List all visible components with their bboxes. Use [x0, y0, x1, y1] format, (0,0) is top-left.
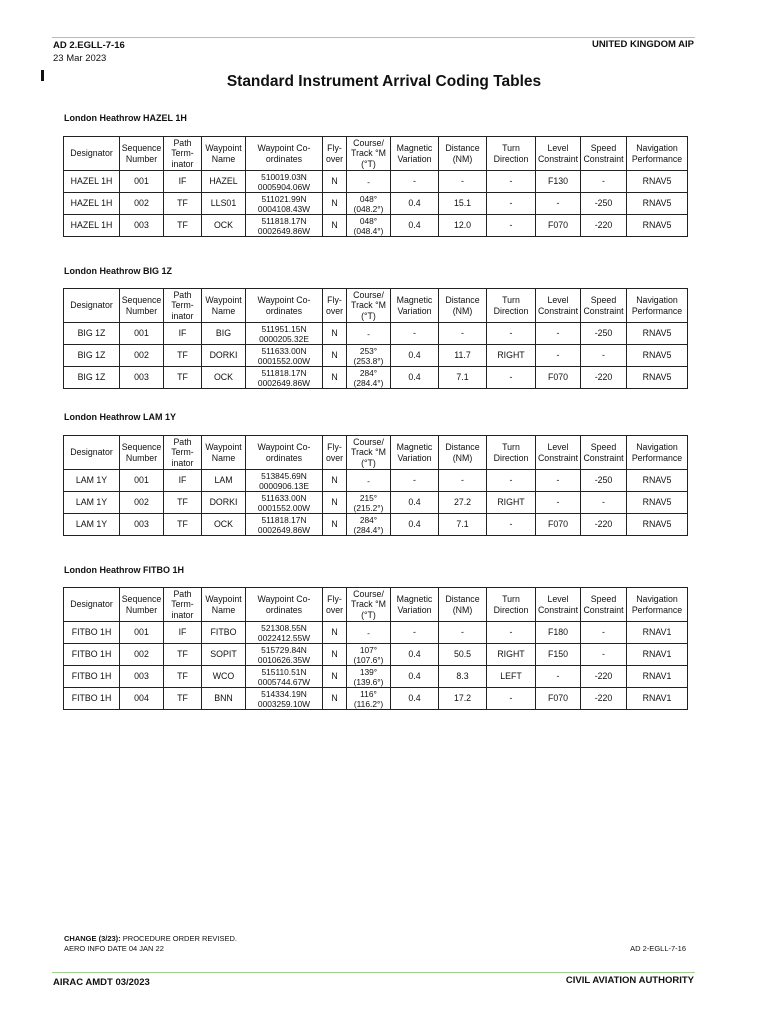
column-header: Sequence Number [120, 137, 164, 171]
table-cell: TF [164, 514, 202, 536]
column-header: Waypoint Co-ordinates [246, 289, 323, 323]
column-header: Sequence Number [120, 436, 164, 470]
table-cell: F150 [536, 644, 581, 666]
table-row [64, 622, 688, 644]
table-cell: N [323, 688, 347, 710]
publication-name: UNITED KINGDOM AIP [591, 39, 694, 50]
table-cell: HAZEL 1H [64, 171, 120, 193]
table-cell: OCK [202, 514, 246, 536]
table-cell: - [347, 171, 391, 193]
header-left [53, 39, 125, 65]
table-cell: 0.4 [391, 215, 439, 237]
table-cell: RNAV5 [627, 193, 688, 215]
table-cell: N [323, 193, 347, 215]
table-cell: - [487, 193, 536, 215]
table-cell: - [439, 470, 487, 492]
table-cell: DORKI [202, 492, 246, 514]
table-cell: 17.2 [439, 688, 487, 710]
table-cell: 514334.19N 0003259.10W [246, 688, 323, 710]
table-cell: 215° (215.2°) [347, 492, 391, 514]
table-cell: 515729.84N 0010626.35W [246, 644, 323, 666]
column-header: Magnetic Variation [391, 289, 439, 323]
column-header: Course/ Track °M (°T) [347, 588, 391, 622]
column-header: Waypoint Name [202, 588, 246, 622]
table-cell: RNAV1 [627, 644, 688, 666]
table-cell: 0.4 [391, 367, 439, 389]
table-cell: SOPIT [202, 644, 246, 666]
column-header: Designator [64, 137, 120, 171]
coding-table [63, 288, 688, 389]
table-cell: OCK [202, 367, 246, 389]
table-cell: 510019.03N 0005904.06W [246, 171, 323, 193]
table-cell: 0.4 [391, 688, 439, 710]
table-cell: N [323, 470, 347, 492]
column-header: Navigation Performance [627, 137, 688, 171]
table-cell: - [439, 622, 487, 644]
table-cell: LAM 1Y [64, 514, 120, 536]
table-cell: -220 [581, 688, 627, 710]
table-cell: - [347, 470, 391, 492]
column-header: Path Term-inator [164, 588, 202, 622]
table-cell: RNAV5 [627, 345, 688, 367]
table-cell: 511818.17N 0002649.86W [246, 215, 323, 237]
table-cell: TF [164, 666, 202, 688]
table-cell: 284° (284.4°) [347, 367, 391, 389]
table-cell: 001 [120, 323, 164, 345]
footer-page-reference: AD 2-EGLL-7-16 [630, 944, 686, 953]
table-row [64, 688, 688, 710]
column-header: Magnetic Variation [391, 436, 439, 470]
column-header: Distance (NM) [439, 289, 487, 323]
table-cell: TF [164, 688, 202, 710]
column-header: Course/ Track °M (°T) [347, 137, 391, 171]
column-header: Path Term-inator [164, 137, 202, 171]
table-cell: 511021.99N 0004108.43W [246, 193, 323, 215]
table-cell: - [536, 470, 581, 492]
table-cell: 107° (107.6°) [347, 644, 391, 666]
table-cell: - [536, 193, 581, 215]
table-cell: FITBO 1H [64, 688, 120, 710]
column-header: Speed Constraint [581, 436, 627, 470]
table-cell: - [581, 492, 627, 514]
table-cell: - [347, 622, 391, 644]
section-title: London Heathrow BIG 1Z [64, 266, 172, 276]
table-cell: - [487, 323, 536, 345]
table-cell: -220 [581, 367, 627, 389]
table-cell: LLS01 [202, 193, 246, 215]
table-cell: 0.4 [391, 644, 439, 666]
table-cell: 0.4 [391, 193, 439, 215]
table-cell: 511633.00N 0001552.00W [246, 492, 323, 514]
column-header: Magnetic Variation [391, 137, 439, 171]
table-cell: IF [164, 171, 202, 193]
aero-info-date: AERO INFO DATE 04 JAN 22 [64, 944, 164, 953]
table-cell: - [391, 323, 439, 345]
column-header: Speed Constraint [581, 137, 627, 171]
table-cell: BIG 1Z [64, 367, 120, 389]
column-header: Distance (NM) [439, 137, 487, 171]
header-row [64, 588, 688, 622]
table-cell: - [581, 622, 627, 644]
column-header: Course/ Track °M (°T) [347, 436, 391, 470]
table-cell: N [323, 345, 347, 367]
table-cell: - [347, 323, 391, 345]
header-row [64, 436, 688, 470]
table-cell: N [323, 492, 347, 514]
airac-amendment: AIRAC AMDT 03/2023 [53, 977, 150, 988]
column-header: Level Constraint [536, 588, 581, 622]
table-cell: IF [164, 622, 202, 644]
table-cell: - [536, 345, 581, 367]
table-cell: 511633.00N 0001552.00W [246, 345, 323, 367]
coding-table [63, 435, 688, 536]
table-cell: IF [164, 470, 202, 492]
table-cell: 001 [120, 470, 164, 492]
column-header: Waypoint Co-ordinates [246, 588, 323, 622]
section-title: London Heathrow HAZEL 1H [64, 113, 187, 123]
table-cell: -220 [581, 666, 627, 688]
table-cell: 7.1 [439, 367, 487, 389]
table-cell: 253° (253.8°) [347, 345, 391, 367]
table-cell: 284° (284.4°) [347, 514, 391, 536]
table-cell: - [487, 171, 536, 193]
column-header: Fly-over [323, 436, 347, 470]
table-cell: FITBO 1H [64, 644, 120, 666]
column-header: Course/ Track °M (°T) [347, 289, 391, 323]
table-cell: N [323, 215, 347, 237]
column-header: Navigation Performance [627, 588, 688, 622]
table-cell: 513845.69N 0000906.13E [246, 470, 323, 492]
column-header: Distance (NM) [439, 436, 487, 470]
table-cell: -250 [581, 323, 627, 345]
table-cell: N [323, 514, 347, 536]
table-row [64, 644, 688, 666]
column-header: Speed Constraint [581, 588, 627, 622]
table-cell: 7.1 [439, 514, 487, 536]
column-header: Sequence Number [120, 289, 164, 323]
table-cell: RNAV5 [627, 470, 688, 492]
table-cell: 001 [120, 171, 164, 193]
table-cell: RIGHT [487, 345, 536, 367]
table-cell: 002 [120, 492, 164, 514]
table-cell: 003 [120, 514, 164, 536]
table-cell: 27.2 [439, 492, 487, 514]
table-cell: 8.3 [439, 666, 487, 688]
table-cell: RNAV1 [627, 688, 688, 710]
table-cell: IF [164, 323, 202, 345]
table-cell: RNAV5 [627, 215, 688, 237]
table-cell: - [536, 492, 581, 514]
table-row [64, 514, 688, 536]
column-header: Turn Direction [487, 436, 536, 470]
table-cell: LEFT [487, 666, 536, 688]
table-cell: FITBO [202, 622, 246, 644]
column-header: Level Constraint [536, 436, 581, 470]
table-cell: 511818.17N 0002649.86W [246, 514, 323, 536]
table-cell: - [536, 666, 581, 688]
table-cell: N [323, 171, 347, 193]
table-cell: - [439, 323, 487, 345]
doc-reference: AD 2.EGLL-7-16 [53, 40, 125, 51]
table-cell: FITBO 1H [64, 622, 120, 644]
column-header: Designator [64, 436, 120, 470]
table-cell: 11.7 [439, 345, 487, 367]
table-cell: 116° (116.2°) [347, 688, 391, 710]
change-text: PROCEDURE ORDER REVISED. [122, 934, 237, 943]
column-header: Fly-over [323, 588, 347, 622]
table-cell: - [391, 622, 439, 644]
table-cell: F130 [536, 171, 581, 193]
table-cell: N [323, 323, 347, 345]
doc-date: 23 Mar 2023 [53, 53, 107, 64]
table-cell: TF [164, 644, 202, 666]
header-row [64, 289, 688, 323]
table-cell: BIG 1Z [64, 323, 120, 345]
table-cell: 048° (048.4°) [347, 215, 391, 237]
column-header: Waypoint Co-ordinates [246, 137, 323, 171]
column-header: Speed Constraint [581, 289, 627, 323]
table-cell: N [323, 367, 347, 389]
table-cell: 002 [120, 644, 164, 666]
column-header: Designator [64, 588, 120, 622]
table-cell: TF [164, 367, 202, 389]
table-row [64, 215, 688, 237]
table-row [64, 492, 688, 514]
column-header: Turn Direction [487, 588, 536, 622]
column-header: Fly-over [323, 137, 347, 171]
table-cell: 003 [120, 367, 164, 389]
table-cell: RNAV1 [627, 666, 688, 688]
table-cell: 12.0 [439, 215, 487, 237]
table-cell: TF [164, 492, 202, 514]
table-cell: 511951.15N 0000205.32E [246, 323, 323, 345]
coding-table [63, 587, 688, 710]
column-header: Level Constraint [536, 289, 581, 323]
table-cell: 003 [120, 666, 164, 688]
column-header: Turn Direction [487, 137, 536, 171]
table-cell: 0.4 [391, 492, 439, 514]
table-cell: HAZEL 1H [64, 193, 120, 215]
table-cell: WCO [202, 666, 246, 688]
header-rule [52, 37, 695, 38]
change-label: CHANGE (3/23): [64, 934, 121, 943]
table-cell: OCK [202, 215, 246, 237]
column-header: Distance (NM) [439, 588, 487, 622]
page-title: Standard Instrument Arrival Coding Tables [226, 73, 542, 90]
table-cell: - [581, 171, 627, 193]
column-header: Sequence Number [120, 588, 164, 622]
table-row [64, 193, 688, 215]
table-cell: - [487, 367, 536, 389]
table-cell: LAM 1Y [64, 470, 120, 492]
column-header: Fly-over [323, 289, 347, 323]
table-cell: 0.4 [391, 345, 439, 367]
section-title: London Heathrow LAM 1Y [64, 412, 176, 422]
table-row [64, 171, 688, 193]
column-header: Level Constraint [536, 137, 581, 171]
table-cell: RNAV5 [627, 367, 688, 389]
table-cell: - [439, 171, 487, 193]
table-cell: F070 [536, 514, 581, 536]
column-header: Magnetic Variation [391, 588, 439, 622]
table-cell: RIGHT [487, 492, 536, 514]
table-cell: TF [164, 193, 202, 215]
table-cell: - [487, 514, 536, 536]
table-cell: RNAV5 [627, 171, 688, 193]
change-note [64, 934, 237, 954]
table-cell: F180 [536, 622, 581, 644]
table-cell: LAM 1Y [64, 492, 120, 514]
table-cell: N [323, 644, 347, 666]
authority-name: CIVIL AVIATION AUTHORITY [565, 975, 694, 986]
table-cell: - [581, 644, 627, 666]
table-cell: F070 [536, 688, 581, 710]
table-cell: BIG 1Z [64, 345, 120, 367]
table-cell: 004 [120, 688, 164, 710]
table-cell: RIGHT [487, 644, 536, 666]
table-row [64, 666, 688, 688]
table-cell: 001 [120, 622, 164, 644]
column-header: Turn Direction [487, 289, 536, 323]
table-cell: 002 [120, 193, 164, 215]
table-cell: - [536, 323, 581, 345]
table-cell: -220 [581, 514, 627, 536]
table-row [64, 470, 688, 492]
table-cell: RNAV5 [627, 492, 688, 514]
table-cell: TF [164, 345, 202, 367]
table-cell: 002 [120, 345, 164, 367]
table-cell: RNAV5 [627, 514, 688, 536]
table-cell: - [391, 171, 439, 193]
table-cell: FITBO 1H [64, 666, 120, 688]
table-cell: DORKI [202, 345, 246, 367]
table-row [64, 345, 688, 367]
column-header: Waypoint Name [202, 289, 246, 323]
coding-table [63, 136, 688, 237]
table-cell: HAZEL [202, 171, 246, 193]
column-header: Designator [64, 289, 120, 323]
table-cell: 0.4 [391, 514, 439, 536]
table-cell: -250 [581, 193, 627, 215]
table-cell: - [391, 470, 439, 492]
table-cell: 139° (139.6°) [347, 666, 391, 688]
table-cell: 511818.17N 0002649.86W [246, 367, 323, 389]
header-row [64, 137, 688, 171]
column-header: Path Term-inator [164, 289, 202, 323]
table-cell: BIG [202, 323, 246, 345]
table-cell: - [581, 345, 627, 367]
table-cell: 15.1 [439, 193, 487, 215]
table-cell: - [487, 215, 536, 237]
table-cell: - [487, 470, 536, 492]
column-header: Path Term-inator [164, 436, 202, 470]
table-cell: HAZEL 1H [64, 215, 120, 237]
table-cell: -220 [581, 215, 627, 237]
table-cell: F070 [536, 367, 581, 389]
table-cell: TF [164, 215, 202, 237]
column-header: Waypoint Name [202, 436, 246, 470]
table-cell: 048° (048.2°) [347, 193, 391, 215]
table-cell: 0.4 [391, 666, 439, 688]
table-cell: RNAV1 [627, 622, 688, 644]
table-cell: RNAV5 [627, 323, 688, 345]
table-row [64, 323, 688, 345]
table-cell: -250 [581, 470, 627, 492]
table-cell: - [487, 688, 536, 710]
section-title: London Heathrow FITBO 1H [64, 565, 184, 575]
table-cell: 521308.55N 0022412.55W [246, 622, 323, 644]
column-header: Navigation Performance [627, 289, 688, 323]
table-cell: BNN [202, 688, 246, 710]
table-cell: LAM [202, 470, 246, 492]
column-header: Waypoint Name [202, 137, 246, 171]
table-cell: F070 [536, 215, 581, 237]
footer-rule [52, 972, 695, 973]
column-header: Navigation Performance [627, 436, 688, 470]
table-cell: 515110.51N 0005744.67W [246, 666, 323, 688]
table-row [64, 367, 688, 389]
table-cell: N [323, 666, 347, 688]
column-header: Waypoint Co-ordinates [246, 436, 323, 470]
table-cell: - [487, 622, 536, 644]
table-cell: N [323, 622, 347, 644]
table-cell: 003 [120, 215, 164, 237]
table-cell: 50.5 [439, 644, 487, 666]
